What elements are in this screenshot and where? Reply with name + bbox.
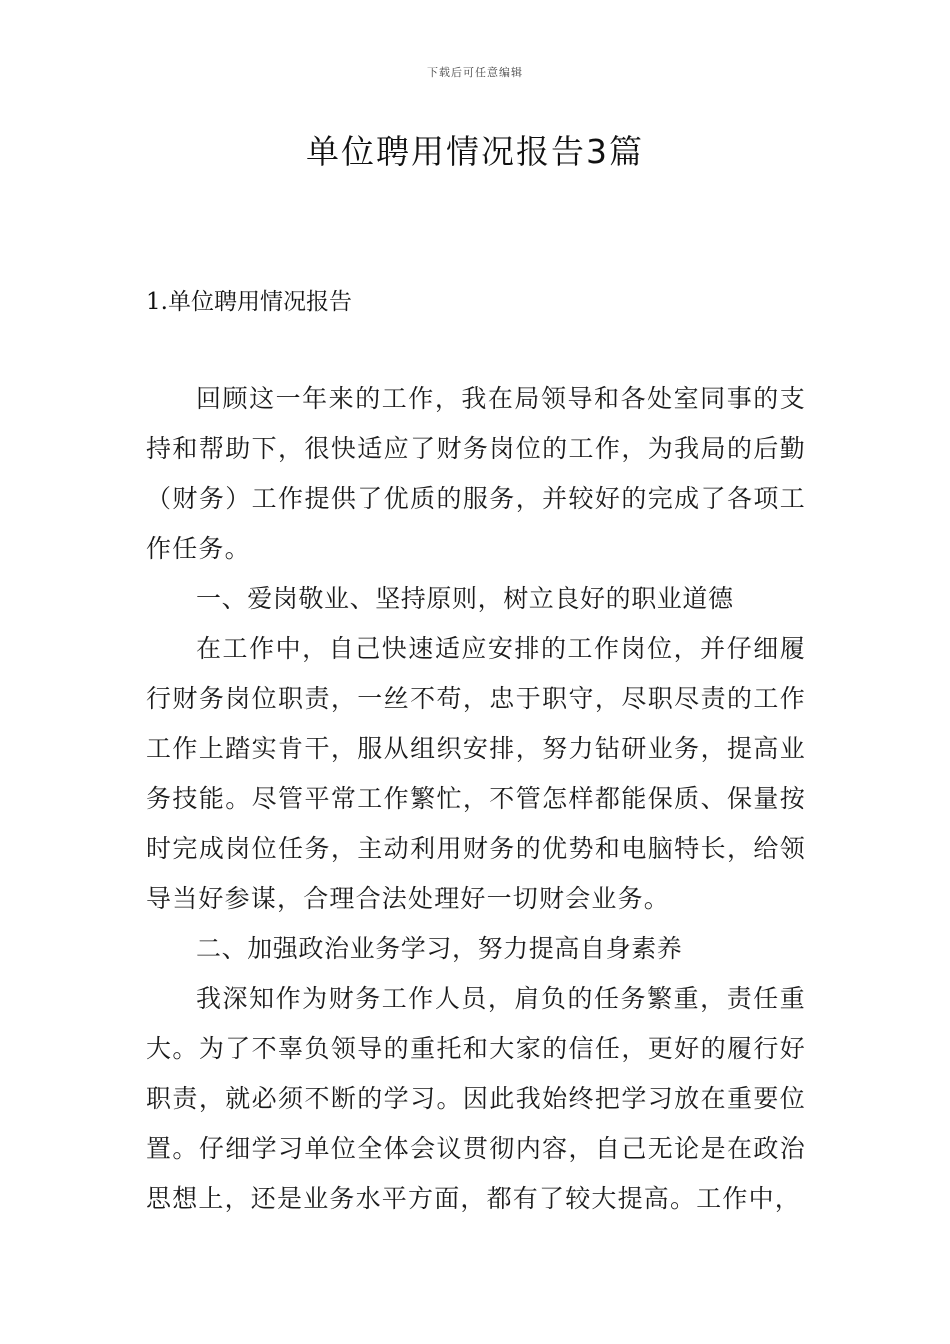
document-title: 单位聘用情况报告3篇 <box>306 132 644 171</box>
header-note: 下载后可任意编辑 <box>427 66 523 79</box>
paragraph-work-duties: 在工作中，自己快速适应安排的工作岗位，并仔细履行财务岗位职责，一丝不苟，忠于职守，尽职尽责的工作工作上踏实肯干，服从组织安排，努力钻研业务，提高业务技能。尽管平常工作繁忙，不管怎样都能保质、保量按时完成岗位任务，主动利用财务的优势和电脑特长，给领导当好参谋，合理合法处理好一切财会业务。 <box>146 634 806 913</box>
section-heading: 1.单位聘用情况报告 <box>146 289 352 315</box>
paragraph-intro: 回顾这一年来的工作，我在局领导和各处室同事的支持和帮助下，很快适应了财务岗位的工作，为我局的后勤（财务）工作提供了优质的服务，并较好的完成了各项工作任务。 <box>146 384 806 563</box>
document-body <box>146 374 806 1224</box>
subheading-one: 一、爱岗敬业、坚持原则，树立良好的职业道德 <box>196 584 734 613</box>
paragraph-study: 我深知作为财务工作人员，肩负的任务繁重，责任重大。为了不辜负领导的重托和大家的信任，更好的履行好职责，就必须不断的学习。因此我始终把学习放在重要位置。仔细学习单位全体会议贯彻内容，自己无论是在政治思想上，还是业务水平方面，都有了较大提高。工作中， <box>146 984 806 1213</box>
subheading-two: 二、加强政治业务学习，努力提高自身素养 <box>196 934 683 963</box>
